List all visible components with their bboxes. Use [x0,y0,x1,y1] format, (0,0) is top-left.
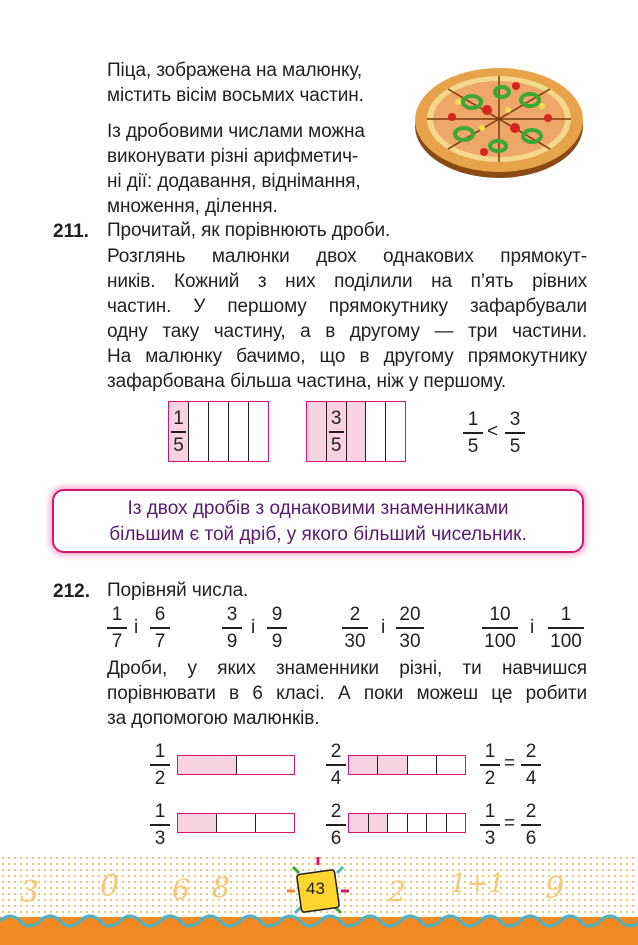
empty-part [437,756,465,774]
row-1-result-b: 2 4 [519,741,543,789]
exercise-212-line-3: за допомогою малюнків. [107,708,320,729]
pair-4-conjunction: і [530,617,535,638]
intro-para2-line-1: Із дробовими числами можна [107,121,365,142]
decor-digit: 2 [388,875,406,908]
intro-line-2: містить вісім восьмих частин. [107,85,364,106]
rule-line-2: більшим є той дріб, у якого більший чисельник. [109,524,527,545]
decor-digit: 6 [172,873,190,906]
rectangle-one-fifth [168,401,269,462]
pair-1-fraction-a: 1 7 [105,604,129,652]
empty-part [189,402,209,461]
empty-part [386,402,405,461]
rect1-numerator: 1 [173,408,184,429]
decor-digit: 0 [100,869,120,904]
exercise-211-title: Прочитай, як порівнюють дроби. [107,220,391,241]
row-2-result-a: 1 3 [478,801,502,849]
row-2-result-b: 2 6 [519,801,543,849]
exercise-211-line-5: На малюнку бачимо, що в другому прямокутнику [107,346,587,367]
pair-2-fraction-b: 9 9 [265,604,289,652]
empty-part [209,402,229,461]
exercise-211-line-3: частин. У першому прямокутнику зафарбували [107,296,587,317]
exercise-212-line-1: Дроби, у яких знаменники різні, ти навчишся [107,658,587,679]
shaded-part [369,814,389,832]
shaded-part [178,814,217,832]
shaded-part [169,402,189,461]
shaded-part [378,756,407,774]
pair-1-conjunction: і [134,617,139,638]
rule-line-1: Із двох дробів з однаковими знаменниками [127,498,509,519]
row-1-fraction-1: 1 2 [148,741,172,789]
row-2-fraction-1: 1 3 [148,801,172,849]
less-than-sign: < [487,421,499,442]
empty-part [249,402,268,461]
intro-para2-line-4: множення, ділення. [107,196,278,217]
exercise-212-title: Порівняй числа. [107,580,249,601]
rect2-denominator: 5 [330,434,342,456]
decor-digit: 8 [212,871,230,904]
rectangle-three-fifths [306,401,406,462]
exercise-211-line-6: зафарбована більша частина, ніж у першому. [107,371,507,392]
empty-part [237,756,295,774]
shaded-part [327,402,347,461]
intro-para2-line-2: виконувати різні арифметич- [107,146,359,167]
row-1-result-a: 1 2 [478,741,502,789]
empty-part [388,814,408,832]
empty-part [366,402,386,461]
pair-4-fraction-a: 10 100 [480,604,520,652]
empty-part [447,814,466,832]
row-1-fraction-2: 2 4 [324,741,348,789]
shaded-part [349,756,378,774]
pair-4-fraction-b: 1 100 [546,604,586,652]
pair-2-conjunction: і [251,617,256,638]
strip-two-sixths [348,813,466,833]
row-1-equals: = [504,753,516,774]
shaded-part [347,402,367,461]
compare-fraction-a: 1 5 [461,409,485,457]
pair-3-fraction-a: 2 30 [340,604,370,652]
shaded-part [307,402,327,461]
rect2-numerator: 3 [330,408,342,429]
intro-para2-line-3: ні дії: додавання, віднімання, [107,171,361,192]
empty-part [408,814,428,832]
strip-one-third [177,813,295,833]
page-number: 43 [306,879,325,898]
row-2-fraction-2: 2 6 [324,801,348,849]
exercise-212-number: 212. [53,581,90,602]
exercise-211-number: 211. [53,221,89,242]
compare-fraction-b: 3 5 [503,409,527,457]
empty-part [256,814,294,832]
shaded-part [349,814,369,832]
decor-digit: 1+1 [450,869,505,899]
empty-part [408,756,437,774]
decor-digit: 9 [545,871,565,906]
empty-part [427,814,447,832]
exercise-211-line-1: Розглянь малюнки двох однакових прямокут- [107,246,587,267]
shaded-part [178,756,237,774]
rect1-denominator: 5 [173,434,184,456]
empty-part [229,402,249,461]
row-2-equals: = [504,813,516,834]
pair-1-fraction-b: 6 7 [148,604,172,652]
strip-two-fourths [348,755,466,775]
pizza-illustration [412,62,586,180]
exercise-211-line-4: одну таку частину, а в другому — три частини. [107,321,587,342]
pair-3-conjunction: і [381,617,386,638]
rule-box [52,489,584,553]
exercise-212-line-2: порівнювати в 6 класі. А поки можеш це робити [107,683,587,704]
pair-3-fraction-b: 20 30 [394,604,426,652]
page-footer [0,855,638,945]
empty-part [217,814,256,832]
exercise-211-line-2: ників. Кожний з них поділили на п’ять рівних [107,271,587,292]
intro-line-1: Піца, зображена на малюнку, [107,60,363,81]
decor-digit: 3 [20,875,40,910]
strip-one-half [177,755,295,775]
pair-2-fraction-a: 3 9 [220,604,244,652]
